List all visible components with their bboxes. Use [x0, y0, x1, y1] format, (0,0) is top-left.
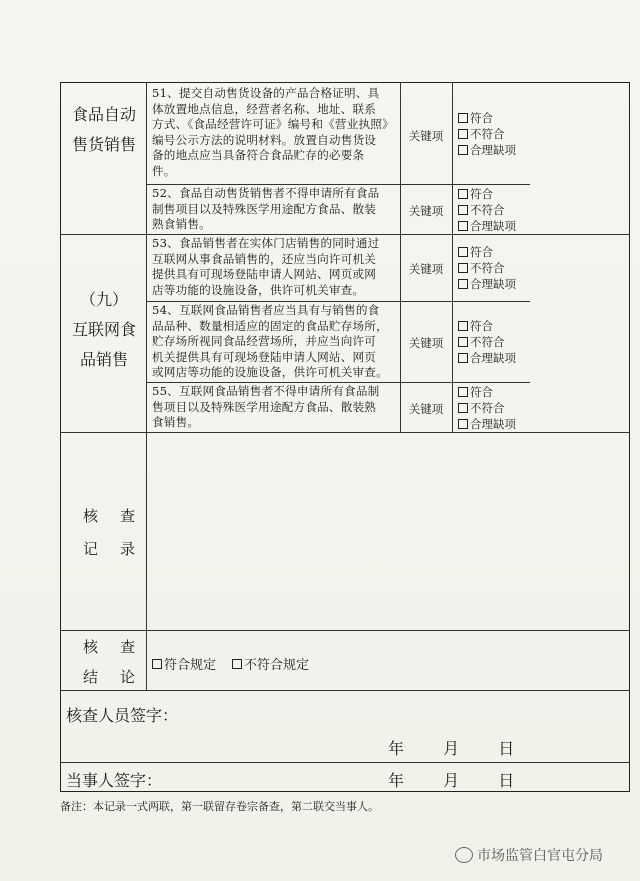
row-divider — [146, 382, 530, 383]
checkbox[interactable] — [458, 145, 468, 155]
label-char: 核 — [83, 638, 121, 656]
requirement-text-52 — [152, 186, 398, 233]
conclusion-label-top — [83, 636, 157, 657]
option-nonconform[interactable] — [458, 400, 516, 416]
text-line: 方式、《食品经营许可证》编号和《营业执照》 — [152, 117, 394, 132]
option-label: 不符合 — [470, 203, 505, 217]
text-line: 55、互联网食品销售者不得申请所有食品制 — [152, 384, 380, 398]
text-line: 售项目以及特殊医学用途配方食品、散装熟 — [152, 399, 377, 414]
party-date — [388, 768, 514, 791]
row-divider — [60, 762, 630, 763]
option-label: 符合 — [470, 111, 493, 125]
key-item-label: 关键项 — [408, 204, 444, 218]
table-col-divider — [452, 82, 453, 432]
option-label: 合理缺项 — [470, 417, 516, 431]
option-label: 符合 — [470, 187, 493, 201]
option-conform[interactable] — [458, 384, 516, 400]
row-divider — [146, 301, 530, 302]
conclusion-label-bottom — [83, 666, 157, 687]
category-internet-sales — [62, 285, 146, 375]
option-label: 符合 — [470, 245, 493, 259]
checkbox[interactable] — [458, 419, 468, 429]
option-nonconform[interactable] — [458, 334, 516, 350]
date-month: 月 — [443, 739, 460, 758]
requirement-text-55 — [152, 384, 398, 431]
label-char: 核 — [83, 507, 121, 525]
option-label: 合理缺项 — [470, 277, 516, 291]
record-label-bottom — [83, 538, 157, 559]
option-label: 不符合 — [470, 335, 505, 349]
row-divider — [60, 690, 630, 691]
requirement-text-51 — [152, 86, 398, 180]
check-options — [458, 110, 516, 158]
table-col-divider — [146, 82, 147, 690]
watermark-text: 市场监管白官屯分局 — [477, 848, 603, 864]
text-line: 编号公示方法的说明材料。放置自动售货设 — [152, 132, 377, 147]
checkbox[interactable] — [458, 321, 468, 331]
checkbox[interactable] — [458, 129, 468, 139]
option-conform[interactable] — [458, 318, 516, 334]
category-auto-vending — [62, 100, 146, 160]
checkbox[interactable] — [232, 659, 242, 669]
requirement-text-53 — [152, 236, 398, 298]
option-conform-regulation[interactable] — [152, 654, 216, 673]
text-line: 制售项目以及特殊医学用途配方食品、散装 — [152, 201, 377, 216]
date-month: 月 — [443, 771, 460, 790]
record-content-area[interactable] — [148, 434, 628, 628]
label-char: 记 — [83, 540, 121, 558]
option-reasonable-missing[interactable] — [458, 218, 516, 234]
key-item-label: 关键项 — [408, 129, 444, 143]
option-nonconform[interactable] — [458, 260, 516, 276]
conclusion-options — [152, 654, 309, 673]
option-label: 符合规定 — [164, 658, 217, 673]
footnote: 备注：本记录一式两联，第一联留存卷宗备查，第二联交当事人。 — [60, 800, 379, 813]
text-line: 熟食销售。 — [152, 217, 211, 232]
date-day: 日 — [498, 771, 515, 790]
checkbox[interactable] — [458, 189, 468, 199]
option-reasonable-missing[interactable] — [458, 416, 516, 432]
category-line: （九） — [79, 290, 128, 309]
text-line: 或网店等功能的设施设备，供许可机关审查。 — [152, 365, 388, 380]
text-line: 店等功能的设施设备，供许可机关审查。 — [152, 282, 365, 297]
label-char: 论 — [120, 668, 158, 686]
label-char: 查 — [120, 638, 158, 656]
option-nonconform-regulation[interactable] — [232, 654, 309, 673]
text-line: 53、食品销售者在实体门店销售的同时通过 — [152, 236, 380, 250]
date-year: 年 — [388, 771, 405, 790]
text-line: 件。 — [152, 163, 176, 178]
inspector-signature-label: 核查人员签字： — [66, 706, 179, 725]
category-line: 食品自动 — [71, 105, 136, 124]
checkbox[interactable] — [458, 279, 468, 289]
text-line: 机关提供具有可现场登陆申请人网站、网页 — [152, 349, 377, 364]
check-options — [458, 244, 516, 292]
checkbox[interactable] — [458, 113, 468, 123]
label-char: 查 — [120, 507, 158, 525]
row-divider — [60, 432, 630, 433]
option-label: 不符合 — [470, 401, 505, 415]
text-line: 52、食品自动售货销售者不得申请所有食品 — [152, 186, 380, 200]
option-label: 合理缺项 — [470, 219, 516, 233]
text-line: 54、互联网食品销售者应当具有与销售的食 — [152, 303, 380, 317]
check-options — [458, 186, 516, 234]
checkbox[interactable] — [458, 403, 468, 413]
text-line: 食销售。 — [152, 415, 200, 430]
text-line: 品品种、数量相适应的固定的食品贮存场所， — [152, 318, 388, 333]
text-line: 备的地点应当具备符合食品贮存的必要条 — [152, 148, 365, 163]
inspector-date — [388, 736, 514, 759]
category-line: 互联网食 — [71, 320, 136, 339]
key-item-label: 关键项 — [408, 336, 444, 350]
checkbox[interactable] — [458, 337, 468, 347]
check-options — [458, 318, 516, 366]
party-signature-label: 当事人签字： — [66, 771, 163, 790]
option-label: 不符合 — [470, 127, 505, 141]
option-conform[interactable] — [458, 110, 516, 126]
category-line: 售货销售 — [71, 135, 136, 154]
checkbox[interactable] — [458, 387, 468, 397]
row-divider — [60, 234, 630, 235]
text-line: 51、提交自动售货设备的产品合格证明、具 — [152, 86, 380, 100]
checkbox[interactable] — [152, 659, 162, 669]
key-item-label: 关键项 — [408, 402, 444, 416]
watermark — [455, 845, 603, 865]
checkbox[interactable] — [458, 263, 468, 273]
option-label: 符合 — [470, 385, 493, 399]
checkbox[interactable] — [458, 205, 468, 215]
option-nonconform[interactable] — [458, 202, 516, 218]
wechat-icon — [455, 847, 473, 863]
option-conform[interactable] — [458, 244, 516, 260]
label-char: 录 — [120, 540, 158, 558]
label-char: 结 — [83, 668, 121, 686]
checkbox[interactable] — [458, 247, 468, 257]
option-label: 符合 — [470, 319, 493, 333]
option-label: 合理缺项 — [470, 143, 516, 157]
option-reasonable-missing[interactable] — [458, 350, 516, 366]
option-reasonable-missing[interactable] — [458, 142, 516, 158]
option-label: 不符合 — [470, 261, 505, 275]
requirement-text-54 — [152, 303, 398, 381]
row-divider — [146, 184, 530, 185]
key-item-label: 关键项 — [408, 262, 444, 276]
text-line: 体放置地点信息，经营者名称、地址、联系 — [152, 101, 377, 116]
check-options — [458, 384, 516, 432]
text-line: 互联网从事食品销售的，还应当向许可机关 — [152, 251, 377, 266]
checkbox[interactable] — [458, 221, 468, 231]
row-divider — [60, 630, 630, 631]
option-conform[interactable] — [458, 186, 516, 202]
date-day: 日 — [498, 739, 515, 758]
checkbox[interactable] — [458, 353, 468, 363]
option-label: 合理缺项 — [470, 351, 516, 365]
option-nonconform[interactable] — [458, 126, 516, 142]
option-reasonable-missing[interactable] — [458, 276, 516, 292]
option-label: 不符合规定 — [244, 658, 310, 673]
text-line: 贮存场所视同食品经营场所，并应当向许可 — [152, 334, 377, 349]
date-year: 年 — [388, 739, 405, 758]
text-line: 提供具有可现场登陆申请人网站、网页或网 — [152, 267, 377, 282]
record-label-top — [83, 505, 157, 526]
category-line: 品销售 — [79, 350, 128, 369]
